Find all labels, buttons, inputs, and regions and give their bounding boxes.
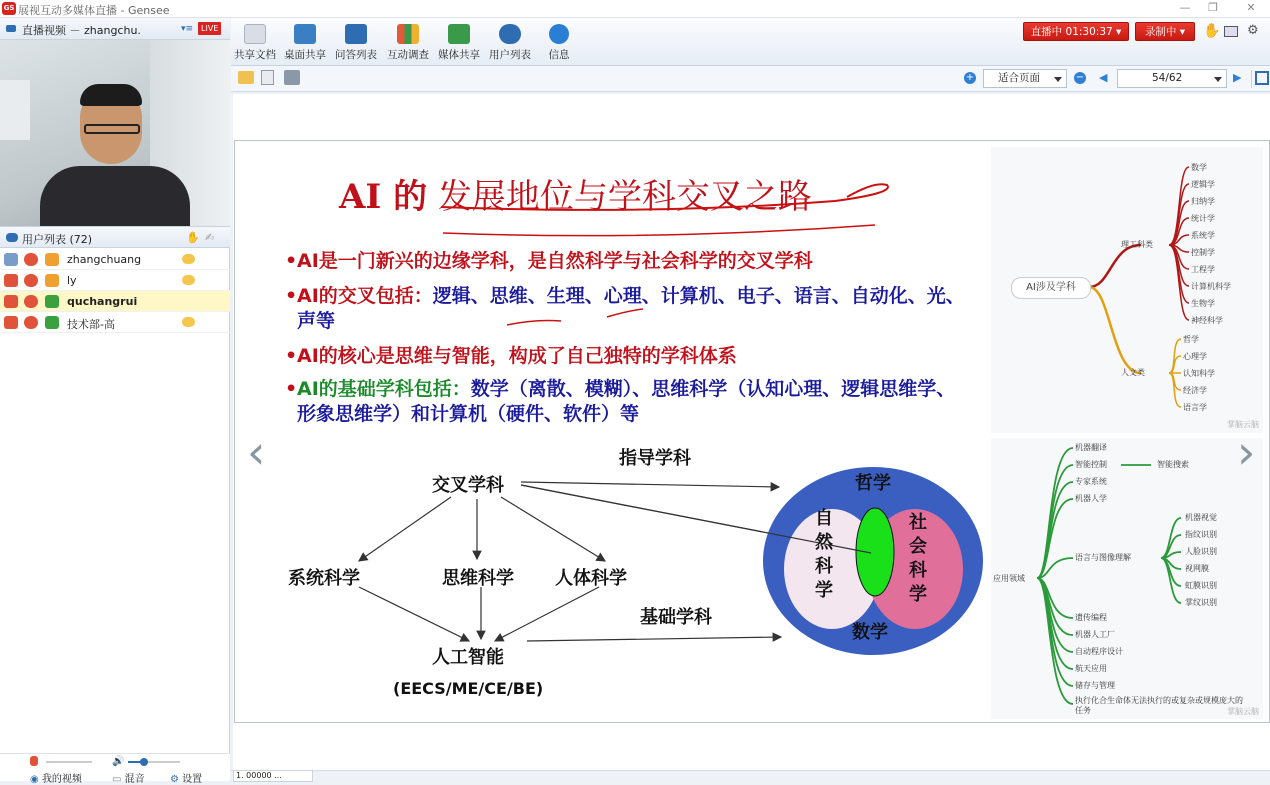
bullet-rest: 逻辑、思维、生理、心理、计算机、电子、语言、自动化、光、声等	[297, 285, 965, 332]
my-video-label: 我的视频	[41, 774, 82, 785]
ai-label: 人工智能	[432, 647, 504, 668]
host-user-icon	[45, 253, 59, 266]
mic-icon[interactable]	[4, 253, 18, 266]
restore-icon[interactable]: ❐	[1208, 1, 1218, 14]
mindmap-item: 经济学	[1183, 386, 1207, 395]
math-label: 数学	[852, 622, 888, 643]
presenter-hair	[80, 84, 142, 106]
raise-hand-icon[interactable]: ✋	[1203, 23, 1221, 39]
page-select[interactable]	[1117, 69, 1227, 88]
document-bar	[231, 66, 1270, 92]
mindmap-item: 认知科学	[1183, 369, 1215, 378]
my-video-icon: ◉	[30, 774, 42, 785]
zoom-out-icon[interactable]: −	[1075, 72, 1085, 83]
user-icon	[45, 295, 59, 308]
mindmap-item: 智能搜索	[1157, 460, 1189, 469]
watermark: 掌脑云脑	[1227, 707, 1259, 716]
mindmap-item: 归纳学	[1191, 197, 1215, 206]
live-status-button[interactable]: 直播中 01:30:37 ▾	[1023, 22, 1129, 41]
mindmap-item: 数学	[1191, 163, 1207, 172]
document-icon	[244, 24, 266, 44]
arrow	[359, 587, 469, 641]
speaker-volume-slider[interactable]	[128, 761, 180, 763]
mindmap-item: 工程学	[1191, 265, 1215, 274]
media-share-button[interactable]	[437, 22, 481, 62]
survey-chart-icon	[397, 24, 419, 44]
fullscreen-icon[interactable]	[1255, 71, 1269, 85]
record-status-button[interactable]: 录制中 ▾	[1135, 22, 1195, 41]
minimize-icon[interactable]: —	[1179, 1, 1191, 14]
char: 然	[815, 532, 833, 553]
mindmap-item: 机器人工厂	[1075, 630, 1115, 639]
bullet-dot: •	[285, 378, 298, 400]
arrow	[501, 497, 605, 561]
user-name: quchangrui	[67, 295, 138, 308]
mic-off-icon[interactable]	[4, 295, 18, 308]
mix-label: 混音	[124, 774, 145, 785]
hand-icon[interactable]: ✋	[186, 231, 200, 244]
layout-icon[interactable]	[1224, 26, 1238, 37]
user-name: zhangchuang	[67, 253, 142, 266]
main-toolbar	[231, 18, 1270, 66]
toolbar-label: 媒体共享	[438, 49, 480, 61]
next-slide-icon[interactable]: ›	[1237, 425, 1256, 479]
user-list-button[interactable]	[488, 22, 532, 62]
presenter-glasses	[84, 124, 140, 134]
mindmap-item: 遗传编程	[1075, 613, 1107, 622]
presenter-shirt	[40, 166, 190, 226]
info-button[interactable]	[541, 22, 577, 62]
mindmap-root: 应用领域	[993, 574, 1025, 583]
arrow	[527, 637, 781, 641]
video-feed	[0, 40, 230, 226]
separator	[1251, 70, 1252, 88]
natural-science-label	[815, 507, 835, 603]
users-icon	[6, 233, 18, 242]
toolbar-label: 用户列表	[489, 49, 531, 61]
toolbar-label: 问答列表	[335, 49, 377, 61]
char: 社	[909, 512, 927, 533]
camera-status-icon[interactable]	[24, 253, 38, 266]
philosophy-label: 哲学	[855, 473, 891, 494]
video-header	[0, 18, 230, 40]
arrow	[521, 482, 779, 487]
users-icon	[499, 24, 521, 44]
chat-icon[interactable]	[182, 254, 195, 264]
settings-button[interactable]	[170, 770, 202, 785]
window-title: 展视互动多媒体直播 - Gensee	[18, 4, 170, 17]
mindmap-branch: 人文类	[1121, 368, 1145, 377]
desktop-share-button[interactable]	[283, 22, 327, 62]
status-bar	[231, 770, 1270, 781]
mindmap-item: 控制学	[1191, 248, 1215, 257]
chevron-down-icon	[1054, 77, 1062, 82]
mic-volume-slider[interactable]	[46, 761, 92, 763]
char: 科	[909, 560, 927, 581]
mindmap-item: 视网膜	[1185, 564, 1209, 573]
mic-off-icon[interactable]	[4, 274, 18, 287]
char: 会	[909, 536, 927, 557]
mindmap-item: 逻辑学	[1191, 180, 1215, 189]
left-panel	[0, 18, 230, 785]
user-row[interactable]	[0, 270, 230, 291]
mindmap-subjects	[991, 147, 1263, 433]
settings-icon: ⚙	[170, 774, 183, 785]
new-document-icon[interactable]	[261, 70, 274, 85]
record-status-label: 录制中	[1144, 26, 1177, 38]
mindmap-item: 心理学	[1183, 352, 1207, 361]
intersection-ellipse	[856, 508, 894, 596]
char: 学	[909, 584, 927, 605]
media-icon	[448, 24, 470, 44]
user-row[interactable]	[0, 291, 230, 312]
user-icon	[45, 316, 59, 329]
bullet-text: AI是一门新兴的边缘学科，是自然科学与社会科学的交叉学科	[297, 250, 813, 272]
watermark: 掌脑云脑	[1227, 420, 1259, 429]
mindmap-item: 计算机科学	[1191, 282, 1231, 291]
live-status-label: 直播中 01:30:37	[1030, 26, 1113, 38]
mindmap-item: 机器翻译	[1075, 443, 1107, 452]
user-icon	[45, 274, 59, 287]
mindmap-root: AI涉及学科	[1011, 277, 1091, 299]
chat-icon[interactable]	[182, 275, 195, 285]
mindmap-item: 语言与图像理解	[1075, 553, 1131, 562]
slide	[234, 140, 1270, 723]
bullet-lead: AI的基础学科包括：	[297, 378, 471, 400]
mindmap-applications	[991, 438, 1263, 719]
arrow	[495, 587, 599, 641]
mindmap-item: 专家系统	[1075, 477, 1107, 486]
chat-icon[interactable]	[182, 317, 195, 327]
mindmap-item: 指纹识别	[1185, 530, 1217, 539]
user-name: ly	[67, 274, 77, 287]
basic-discipline-label: 基础学科	[640, 607, 712, 628]
page-value: 54/62	[1152, 72, 1183, 84]
title-main: 发展地位与学科交叉之路	[437, 177, 812, 217]
app-logo-icon: GS	[2, 2, 16, 15]
user-row[interactable]	[0, 312, 230, 333]
user-name: 技术部-高	[67, 318, 115, 331]
system-science-label: 系统科学	[288, 568, 360, 589]
char: 学	[815, 580, 833, 601]
mindmap-branch: 理工科类	[1121, 240, 1153, 249]
char: 科	[815, 556, 833, 577]
speaker-icon[interactable]: 🔊	[112, 756, 125, 767]
live-badge: LIVE	[198, 22, 221, 35]
camera-off-icon[interactable]	[24, 274, 38, 287]
bullet-dot: •	[285, 250, 298, 272]
cross-discipline-label: 交叉学科	[432, 475, 504, 496]
next-page-icon[interactable]: ▶	[1233, 71, 1242, 84]
camera-icon	[6, 25, 16, 32]
open-folder-icon[interactable]	[238, 71, 254, 84]
qa-icon	[345, 24, 367, 44]
mindmap-item: 生物学	[1191, 299, 1215, 308]
mindmap-item: 系统学	[1191, 231, 1215, 240]
mindmap-item: 语言学	[1183, 403, 1207, 412]
title-bar	[0, 0, 1270, 18]
toolbar-label: 互动调查	[387, 49, 429, 61]
mindmap-item: 机器视觉	[1185, 513, 1217, 522]
mindmap-item: 智能控制	[1075, 460, 1107, 469]
bullet-text: AI的核心是思维与智能，构成了自己独特的学科体系	[297, 345, 737, 367]
desktop-icon	[294, 24, 316, 44]
mindmap-item: 航天应用	[1075, 664, 1107, 673]
bullet-dot: •	[285, 285, 298, 307]
mindmap-lines	[991, 438, 1263, 719]
mindmap-item: 储存与管理	[1075, 681, 1115, 690]
mindmap-item: 执行化合生命体无法执行的或复杂或规模庞大的任务	[1075, 696, 1243, 715]
survey-button[interactable]	[386, 22, 430, 62]
mindmap-item: 虹膜识别	[1185, 581, 1217, 590]
toolbar-label: 共享文档	[234, 49, 276, 61]
users-header-label: 用户列表 (72)	[22, 233, 93, 246]
background-shelf	[0, 80, 30, 140]
bullet-rest: 数学（离散、模糊）、思维科学（认知心理、逻辑思维学、形象思维学）和计算机（硬件、软件）等	[297, 378, 956, 425]
arrow	[359, 497, 451, 561]
doc-tab[interactable]: 1. 00000 ...	[233, 770, 313, 782]
mindmap-item: 掌纹识别	[1185, 598, 1217, 607]
my-video-button[interactable]	[30, 770, 82, 785]
mic-off-icon[interactable]	[4, 316, 18, 329]
info-icon	[549, 24, 569, 44]
title-prefix: AI 的	[339, 177, 428, 217]
left-footer	[0, 753, 230, 785]
mindmap-item: 神经科学	[1191, 316, 1223, 325]
lower-hand-icon[interactable]: ✍	[205, 231, 215, 244]
chevron-down-icon	[1214, 77, 1222, 82]
users-header	[0, 226, 230, 248]
mix-button[interactable]	[112, 770, 145, 785]
zoom-value: 适合页面	[998, 72, 1040, 84]
guide-discipline-label: 指导学科	[619, 448, 691, 469]
zoom-select[interactable]	[983, 69, 1067, 88]
list-toggle-icon[interactable]: ▾≡	[181, 24, 194, 34]
zoom-in-icon[interactable]: +	[965, 72, 975, 83]
social-science-label	[909, 511, 929, 607]
whiteboard-icon[interactable]	[284, 70, 300, 85]
toolbar-label: 信息	[548, 49, 570, 61]
mindmap-item: 统计学	[1191, 214, 1215, 223]
human-science-label: 人体科学	[555, 568, 627, 589]
toolbar-label: 桌面共享	[284, 49, 326, 61]
ai-sub-label: (EECS/ME/CE/BE)	[393, 679, 544, 698]
prev-page-icon[interactable]: ◀	[1099, 71, 1108, 84]
mindmap-item: 哲学	[1183, 335, 1199, 344]
share-document-button[interactable]	[233, 22, 277, 62]
mindmap-item: 人脸识别	[1185, 547, 1217, 556]
thinking-science-label: 思维科学	[442, 568, 514, 589]
qa-list-button[interactable]	[334, 22, 378, 62]
camera-off-icon[interactable]	[24, 295, 38, 308]
bullet-lead: AI的交叉包括：	[297, 285, 433, 307]
bullet-dot: •	[285, 345, 298, 367]
mindmap-item: 自动程序设计	[1075, 647, 1123, 656]
mix-icon: ▭	[112, 774, 125, 785]
prev-slide-icon[interactable]: ‹	[247, 425, 266, 479]
camera-off-icon[interactable]	[24, 316, 38, 329]
char: 自	[815, 508, 833, 529]
video-header-label: 直播视频 － zhangchu.	[22, 24, 141, 37]
user-row[interactable]	[0, 249, 230, 270]
mic-volume-icon[interactable]	[30, 756, 38, 766]
mindmap-item: 机器人学	[1075, 494, 1107, 503]
settings-label: 设置	[182, 774, 203, 785]
close-icon[interactable]: ✕	[1246, 1, 1256, 14]
settings-gear-icon[interactable]: ⚙	[1247, 23, 1259, 38]
